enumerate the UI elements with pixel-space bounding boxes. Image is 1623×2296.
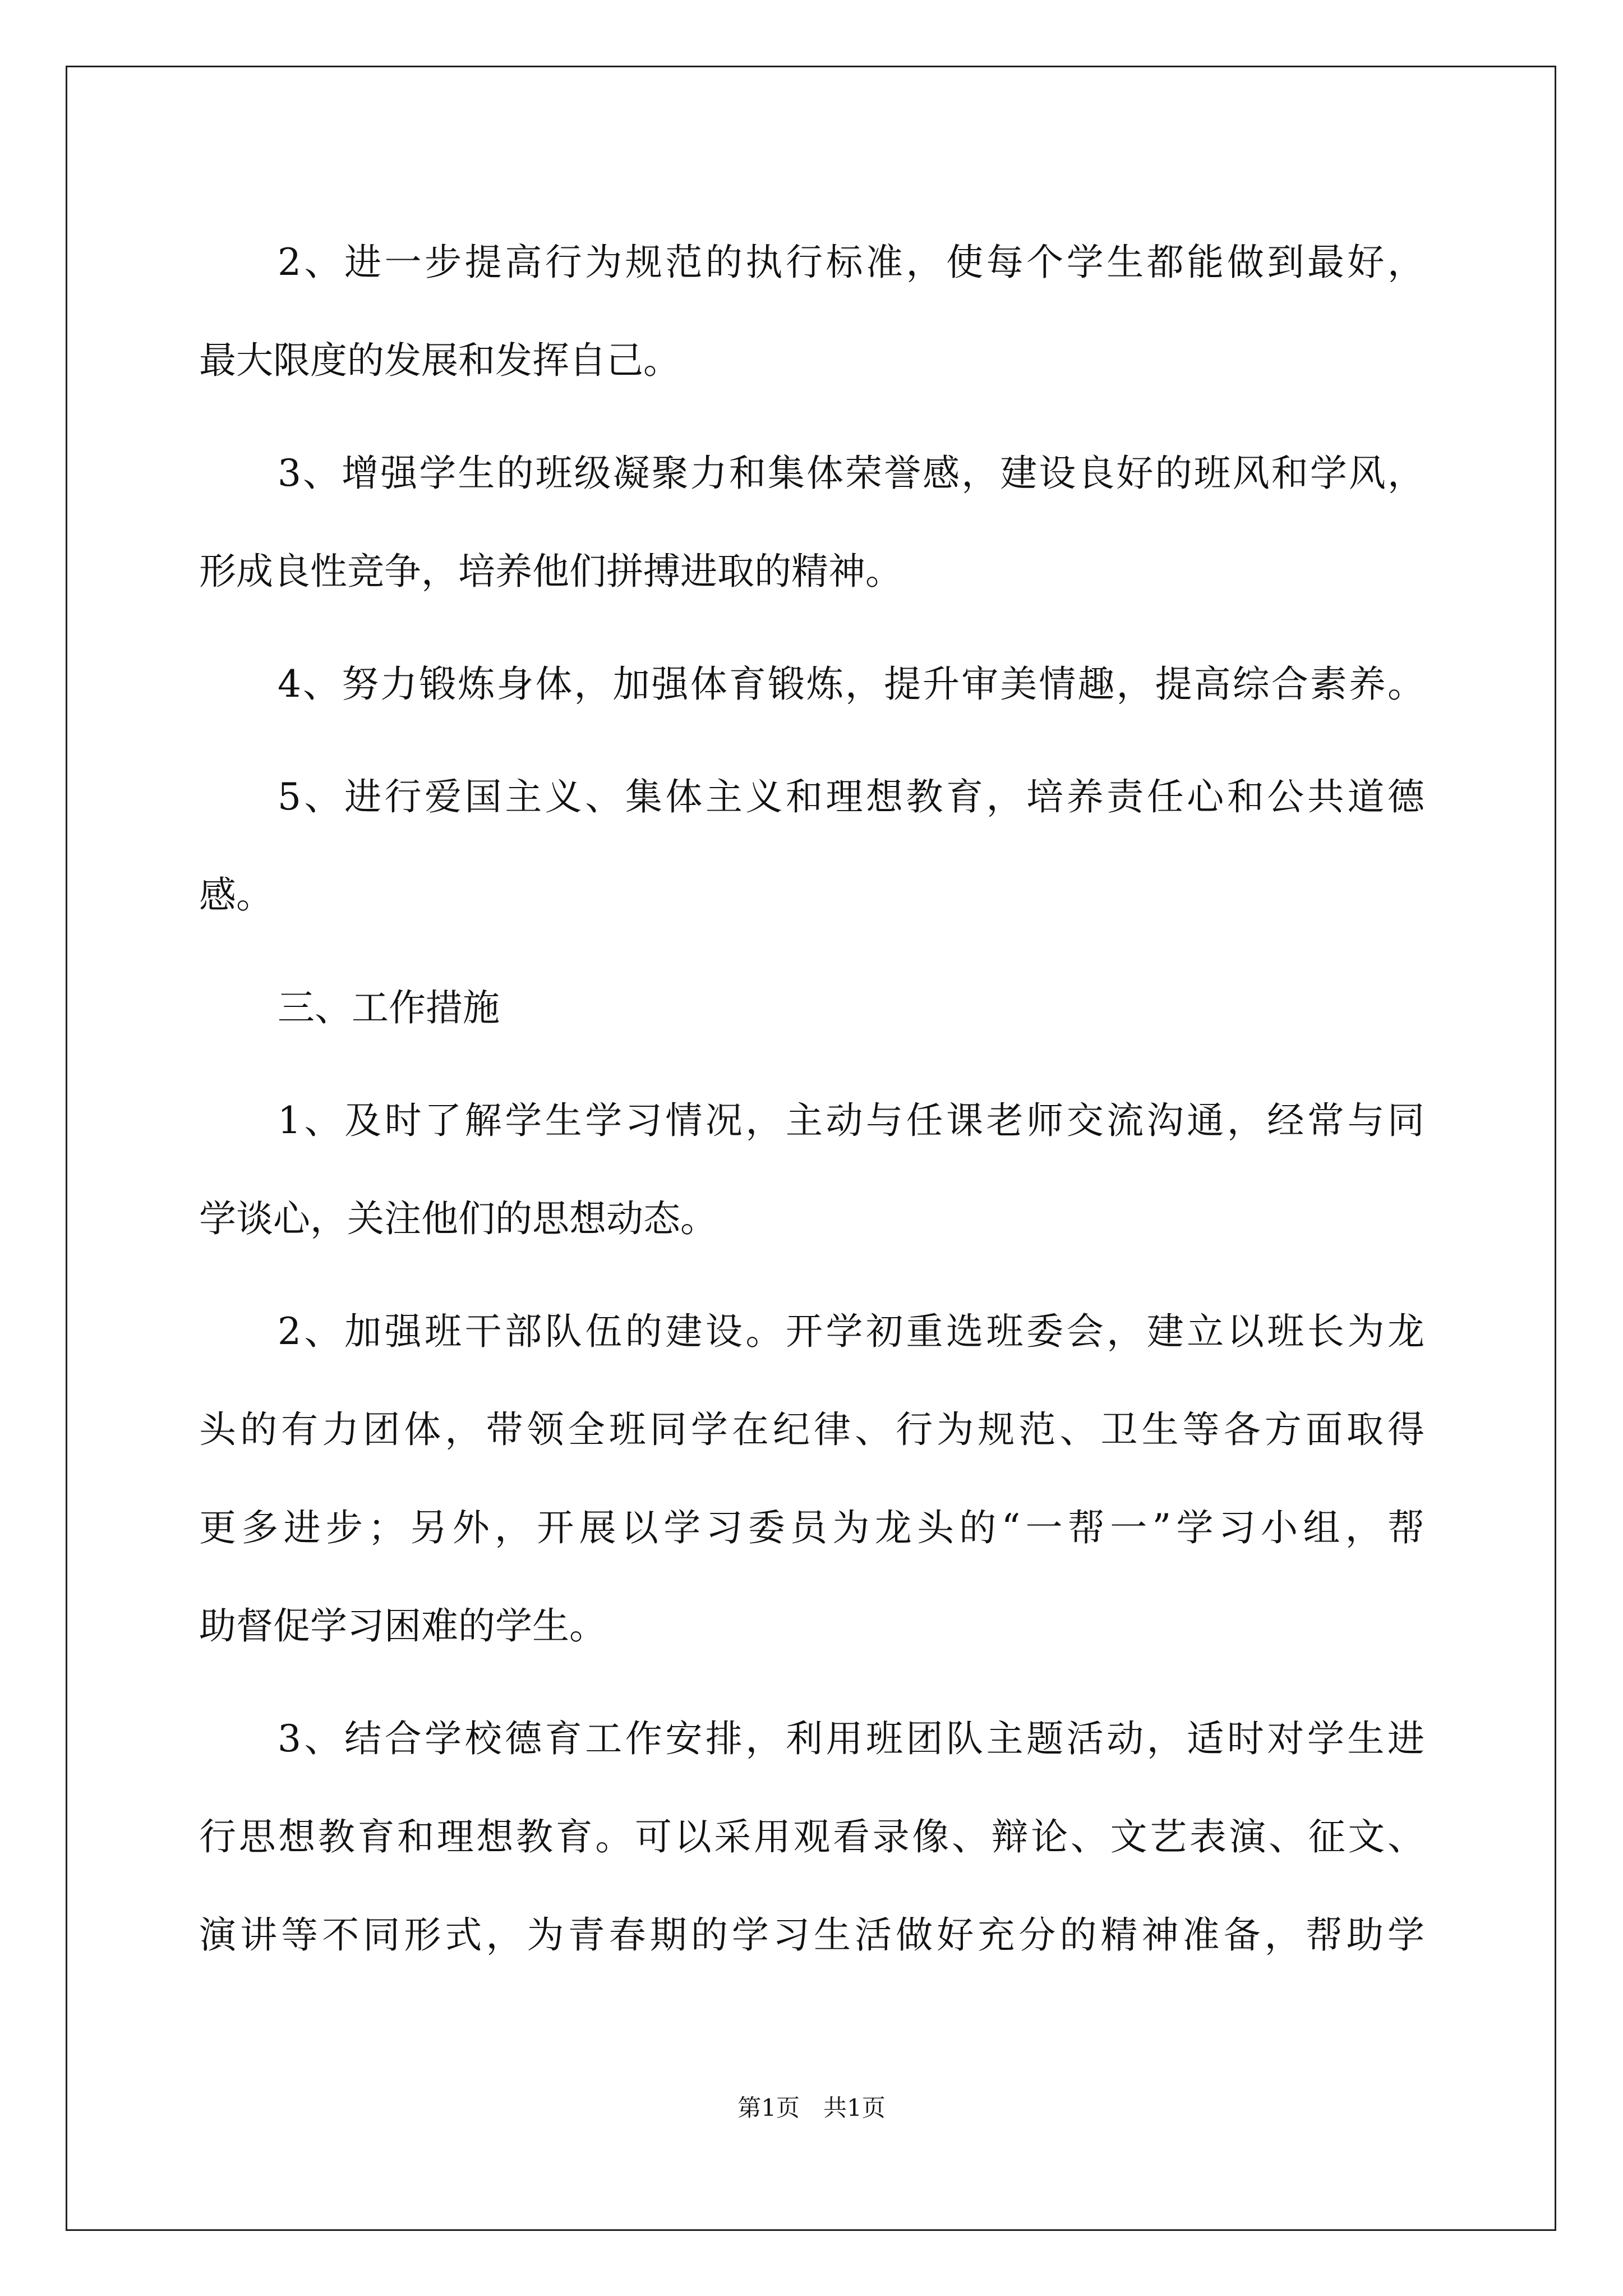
heading-line: 三、工作措施 bbox=[278, 986, 500, 1029]
paragraph-goal-3 bbox=[199, 424, 1424, 620]
text-line: 4、努力锻炼身体，加强体育锻炼，提升审美情趣，提高综合素养。 bbox=[278, 662, 1424, 706]
text-line: 2、加强班干部队伍的建设。开学初重选班委会，建立以班长为龙 bbox=[278, 1310, 1424, 1353]
page-number-footer: 第1页 共1页 bbox=[737, 2094, 886, 2122]
text-line: 行思想教育和理想教育。可以采用观看录像、辩论、文艺表演、征文、 bbox=[199, 1815, 1424, 1858]
text-line: 演讲等不同形式，为青春期的学习生活做好充分的精神准备，帮助学 bbox=[199, 1913, 1424, 1957]
text-line: 感。 bbox=[199, 873, 273, 917]
paragraph-measure-1 bbox=[199, 1071, 1424, 1268]
paragraph-goal-5 bbox=[199, 748, 1424, 944]
text-line: 头的有力团体，带领全班同学在纪律、行为规范、卫生等各方面取得 bbox=[199, 1408, 1424, 1451]
text-line: 3、增强学生的班级凝聚力和集体荣誉感，建设良好的班风和学风， bbox=[278, 452, 1424, 495]
paragraph-goal-4 bbox=[199, 635, 1424, 733]
text-line: 3、结合学校德育工作安排，利用班团队主题活动，适时对学生进 bbox=[278, 1717, 1424, 1760]
text-line: 学谈心，关注他们的思想动态。 bbox=[199, 1197, 717, 1240]
document-body bbox=[199, 213, 1424, 1984]
paragraph-measure-2 bbox=[199, 1282, 1424, 1675]
text-line: 更多进步；另外，开展以学习委员为龙头的“一帮一”学习小组，帮 bbox=[199, 1506, 1424, 1549]
paragraph-measure-3 bbox=[199, 1690, 1424, 1984]
text-line: 2、进一步提高行为规范的执行标准，使每个学生都能做到最好， bbox=[278, 241, 1424, 284]
text-line: 助督促学习困难的学生。 bbox=[199, 1604, 606, 1648]
text-line: 1、及时了解学生学习情况，主动与任课老师交流沟通，经常与同 bbox=[278, 1099, 1424, 1142]
paragraph-goal-2 bbox=[199, 213, 1424, 409]
text-line: 5、进行爱国主义、集体主义和理想教育，培养责任心和公共道德 bbox=[278, 775, 1424, 818]
text-line: 最大限度的发展和发挥自己。 bbox=[199, 339, 680, 382]
text-line: 形成良性竞争，培养他们拼搏进取的精神。 bbox=[199, 550, 902, 593]
section-heading bbox=[199, 959, 1424, 1057]
